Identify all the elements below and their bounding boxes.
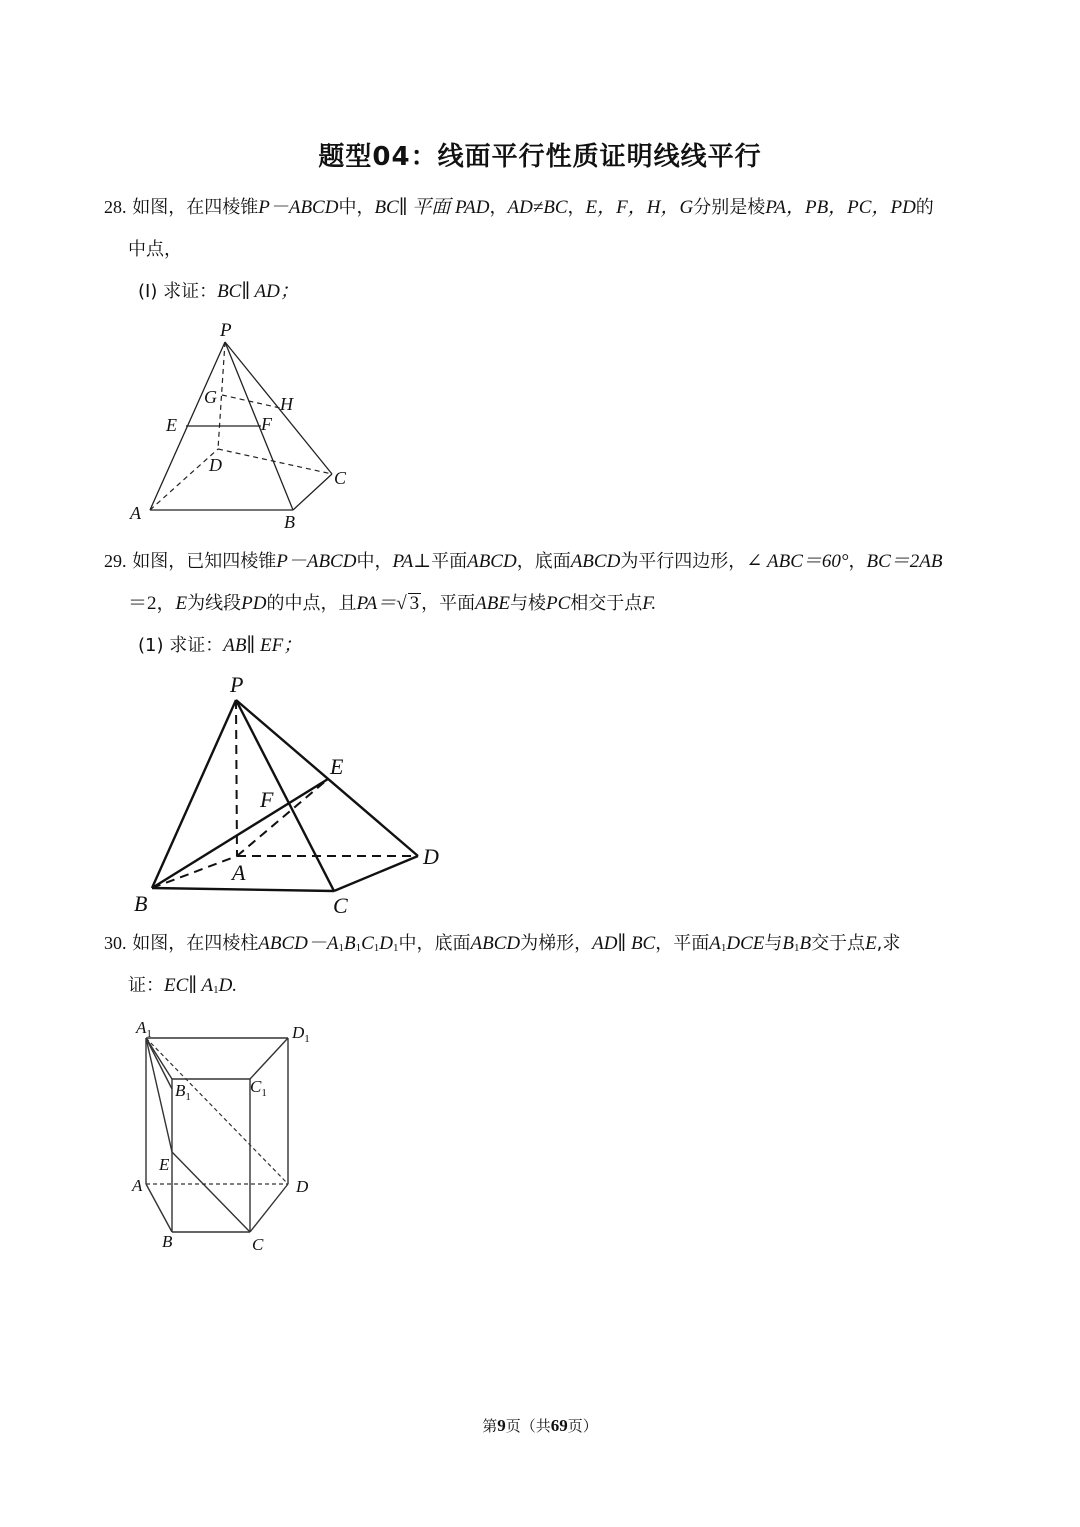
q29-pd: PD xyxy=(241,593,267,614)
q28-pyramid: P－ABCD xyxy=(258,197,339,218)
q29-number: 29. xyxy=(104,551,127,571)
q29-perp: PA⊥ xyxy=(392,551,432,572)
q29-label-f: F xyxy=(260,787,274,812)
q30-label-a: A xyxy=(132,1176,143,1195)
q29-e: E xyxy=(175,593,188,614)
q30-t1: 中，底面 xyxy=(398,933,471,954)
q28-label-b: B xyxy=(284,512,295,532)
q29-eq: ＝2， xyxy=(128,593,176,614)
q29-label-b: B xyxy=(134,891,148,916)
q28-part1-label: (Ⅰ) 求证： xyxy=(138,281,218,302)
q30-label-d1: $D_1$ xyxy=(292,1023,310,1045)
q29-ratio: BC＝2AB xyxy=(866,551,943,572)
q28-label-d: D xyxy=(209,455,222,475)
q30-t3: ，平面 xyxy=(655,933,710,954)
q29-base1: ABCD xyxy=(467,551,517,572)
q29-l2-t1: 为线段 xyxy=(187,593,242,614)
q29-line1 xyxy=(104,549,942,574)
q29-sqrt: √ 3 xyxy=(396,593,420,614)
q30-prism: $ABCD-A_1B_1C_1D_1$ xyxy=(258,933,399,954)
q28-label-h: H xyxy=(280,394,293,414)
q28-number: 28. xyxy=(104,197,127,217)
current-page-number: 9 xyxy=(497,1416,506,1435)
q28-lead: 如图，在四棱锥 xyxy=(132,197,259,218)
q30-label-c1: $C_1$ xyxy=(250,1077,267,1099)
q30-label-b: B xyxy=(162,1232,173,1251)
q28-mid: 中， xyxy=(338,197,375,218)
q28-part1-math: BC∥ AD； xyxy=(217,281,299,302)
q30-label-e: E xyxy=(159,1155,170,1174)
q29-t2: 平面 xyxy=(431,551,468,572)
q28-label-a: A xyxy=(130,503,141,523)
q29-part1 xyxy=(138,634,302,658)
q28-comma1: ， xyxy=(489,197,508,218)
q29-pc: PC xyxy=(545,593,571,614)
q28-comma2: ， xyxy=(567,197,586,218)
q30-label-c: C xyxy=(252,1235,264,1254)
q29-pyramid-figure xyxy=(120,668,460,920)
page-title: 题型04：线面平行性质证明线线平行 xyxy=(318,142,762,172)
q28-label-p: P xyxy=(220,320,232,341)
q30-label-d: D xyxy=(296,1177,309,1196)
q30-label-b1: $B_1$ xyxy=(175,1081,191,1103)
page-footer: 第9页（共69页） xyxy=(482,1416,598,1435)
q29-label-e: E xyxy=(330,754,344,779)
q29-l2-t4: 与棱 xyxy=(509,593,546,614)
q29-abe: ABE xyxy=(475,593,510,614)
q30-t6: ,求 xyxy=(876,933,901,954)
q30-prism-figure xyxy=(128,1014,328,1254)
q28-line1 xyxy=(104,195,934,220)
q29-angle: ∠ ABC＝60° xyxy=(746,551,849,572)
q29-pyramid: P－ABCD xyxy=(276,551,357,572)
q28-label-f: F xyxy=(261,414,272,434)
q30-l2-label: 证： xyxy=(128,975,164,996)
q28-de: 的 xyxy=(915,197,934,218)
q29-lead: 如图，已知四棱锥 xyxy=(132,551,277,572)
q29-base2: ABCD xyxy=(570,551,621,572)
q29-sqrt-radicand: 3 xyxy=(409,593,420,614)
q29-part1-math: AB∥ EF； xyxy=(223,635,303,656)
q29-f: F. xyxy=(642,593,657,614)
q28-points: E，F，H，G xyxy=(585,197,694,218)
q28-label-c: C xyxy=(334,468,347,488)
q28-part1 xyxy=(138,280,299,304)
q29-line2 xyxy=(128,592,656,616)
q29-label-a: A xyxy=(232,860,246,885)
q29-l2-t5: 相交于点 xyxy=(570,593,643,614)
q30-lead: 如图，在四棱柱 xyxy=(132,933,259,954)
q28-pyramid-figure xyxy=(120,318,360,536)
total-page-count: 69 xyxy=(550,1416,568,1435)
q28-not-equal: AD≠BC xyxy=(507,197,568,218)
q29-t3: ，底面 xyxy=(516,551,571,572)
q30-t2: 为梯形， xyxy=(520,933,593,954)
q28-label-g: G xyxy=(204,387,217,407)
q29-part1-label: (1) 求证： xyxy=(138,635,224,656)
q30-l2-math: EC∥ $A_1D$. xyxy=(164,975,238,996)
q29-label-d: D xyxy=(423,844,439,869)
q29-l2-t2: 的中点，且 xyxy=(266,593,357,614)
q30-line2 xyxy=(128,974,237,1002)
q29-t5: ， xyxy=(848,551,867,572)
q30-t5: 交于点 xyxy=(811,933,866,954)
q30-edge: $B_1B$ xyxy=(782,933,812,954)
q30-label-a1: $A_1$ xyxy=(136,1018,152,1040)
q30-number: 30. xyxy=(104,933,127,953)
q29-t1: 中， xyxy=(356,551,393,572)
q29-t4: 为平行四边形， xyxy=(620,551,747,572)
q30-line1 xyxy=(104,931,900,960)
q30-t4: 与 xyxy=(764,933,783,954)
q29-pa: PA＝ xyxy=(356,593,397,614)
q30-parallel: AD∥ BC xyxy=(592,933,656,954)
q29-label-p: P xyxy=(230,672,244,697)
q28-tail: 分别是棱 xyxy=(693,197,766,218)
q29-label-c: C xyxy=(333,893,348,918)
q28-label-e: E xyxy=(166,415,177,435)
q30-base: ABCD xyxy=(470,933,521,954)
q30-plane: $A_1DCE$ xyxy=(709,933,765,954)
q28-parallel-plane: BC∥ 平面 PAD xyxy=(374,197,490,218)
q28-line2: 中点， xyxy=(128,239,182,260)
q30-point: E xyxy=(865,933,877,954)
q29-l2-t3: ，平面 xyxy=(421,593,476,614)
q28-edges: PA，PB，PC，PD xyxy=(765,197,916,218)
